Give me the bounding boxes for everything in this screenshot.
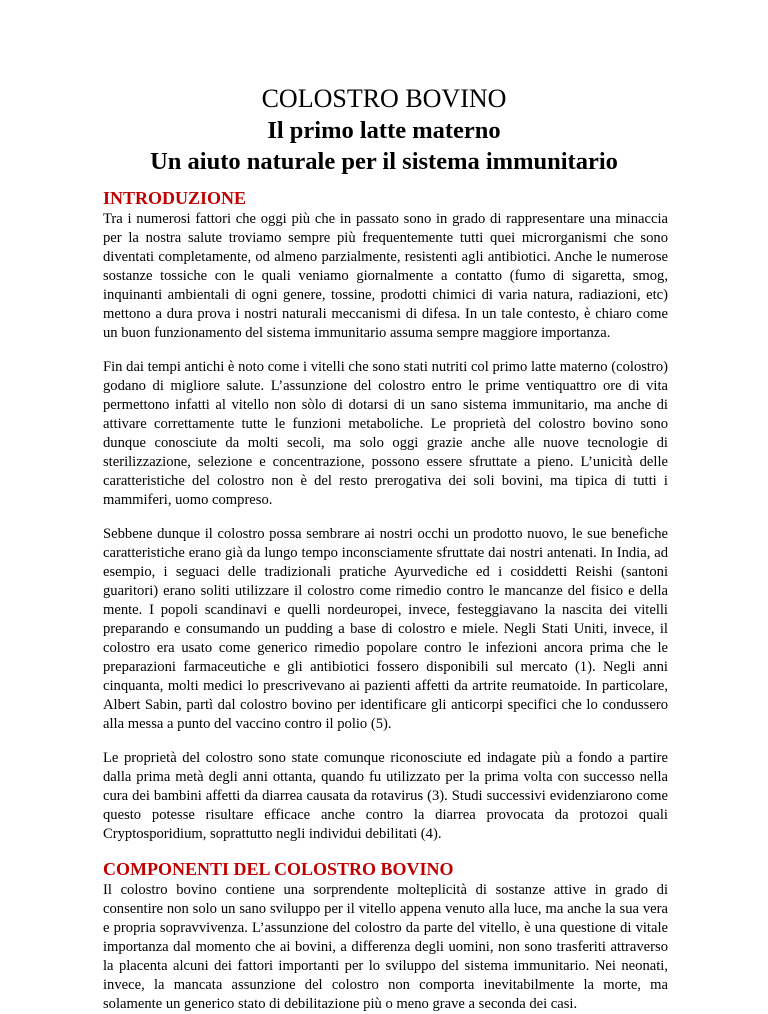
document-title: COLOSTRO BOVINO (261, 84, 507, 113)
section-heading-introduzione: INTRODUZIONE (103, 188, 247, 208)
paragraph: Sebbene dunque il colostro possa sembrare ai nostri occhi un prodotto nuovo, le sue benefiche caratteristiche erano già da lungo tempo inconsciamente sfruttate dai nostri antenati. In India, ad esempio, i seguaci delle tradizionali pratiche Ayurvediche ed i cosiddetti Reishi (santoni guaritori) erano soliti utilizzare il colostro come rimedio contro le mancanze del fisico e della mente. I popoli scandinavi e quelli nordeuropei, invece, festeggiavano la nascita dei vitelli preparando e consumando un pudding a base di colostro e miele. Negli Stati Uniti, invece, il colostro era usato come generico rimedio popolare contro le infezioni ancora prima che le preparazioni farmaceutiche e gli antibiotici fossero disponibili sul mercato (1). Negli anni cinquanta, molti medici lo prescrivevano ai pazienti affetti da artrite reumatoide. In particolare, Albert Sabin, partì dal colostro bovino per identificare gli anticorpi specifici che lo condussero alla messa a punto del vaccino contro il polio (5). (103, 526, 668, 732)
paragraph: Tra i numerosi fattori che oggi più che in passato sono in grado di rappresentare una minaccia per la nostra salute troviamo sempre più frequentemente tutti quei microrganismi che sono diventati completamente, od almeno parzialmente, resistenti agli antibiotici. Anche le numerose sostanze tossiche con le quali veniamo giornalmente a contatto (fumo di sigaretta, smog, inquinanti ambientali di ogni genere, tossine, prodotti chimici di varia natura, radiazioni, etc) mettono a dura prova i nostri naturali meccanismi di difesa. In un tale contesto, è chiaro come un buon funzionamento del sistema immunitario assuma sempre maggiore importanza. (103, 211, 668, 341)
document-tagline: Un aiuto naturale per il sistema immunitario (150, 148, 618, 175)
paragraph: Il colostro bovino contiene una sorprendente molteplicità di sostanze attive in grado di consentire non solo un sano sviluppo per il vitello appena venuto alla luce, ma anche la sua vera e propria sopravvivenza. L’assunzione del colostro da parte del vitello, è una questione di vitale importanza dal momento che ai bovini, a differenza degli uomini, non sono trasferiti attraverso la placenta alcuni dei fattori importanti per lo sviluppo del sistema immunitario. Nei neonati, invece, la mancata assunzione del colostro non comporta inevitabilmente la morte, ma solamente un generico stato di debilitazione più o meno grave a seconda dei casi. (103, 882, 668, 1012)
document-subtitle: Il primo latte materno (267, 117, 501, 144)
paragraph: Fin dai tempi antichi è noto come i vitelli che sono stati nutriti col primo latte materno (colostro) godano di migliore salute. L’assunzione del colostro entro le prime ventiquattro ore di vita permettono infatti al vitello non sòlo di dotarsi di un sano sistema immunitario, ma anche di attivare correttamente tutte le funzioni metaboliche. Le proprietà del colostro bovino sono dunque conosciute da molti secoli, ma solo oggi grazie anche alle nuove tecnologie di sterilizzazione, selezione e concentrazione, possono essere sfruttate a pieno. L’unicità delle caratteristiche del colostro non è del resto prerogativa dei soli bovini, ma tipica di tutti i mammiferi, uomo compreso. (103, 359, 668, 508)
document-body (103, 187, 668, 1014)
section-heading-componenti: COMPONENTI DEL COLOSTRO BOVINO (103, 859, 454, 879)
title-block (0, 82, 768, 177)
paragraph: Le proprietà del colostro sono state comunque riconosciute ed indagate più a fondo a partire dalla prima metà degli anni ottanta, quando fu utilizzato per la prima volta con successo nella cura dei bambini affetti da diarrea causata da rotavirus (3). Studi successivi evidenziarono come questo potesse risultare efficace anche contro la diarrea provocata da protozoi quali Cryptosporidium, soprattutto negli individui debilitati (4). (103, 750, 668, 842)
